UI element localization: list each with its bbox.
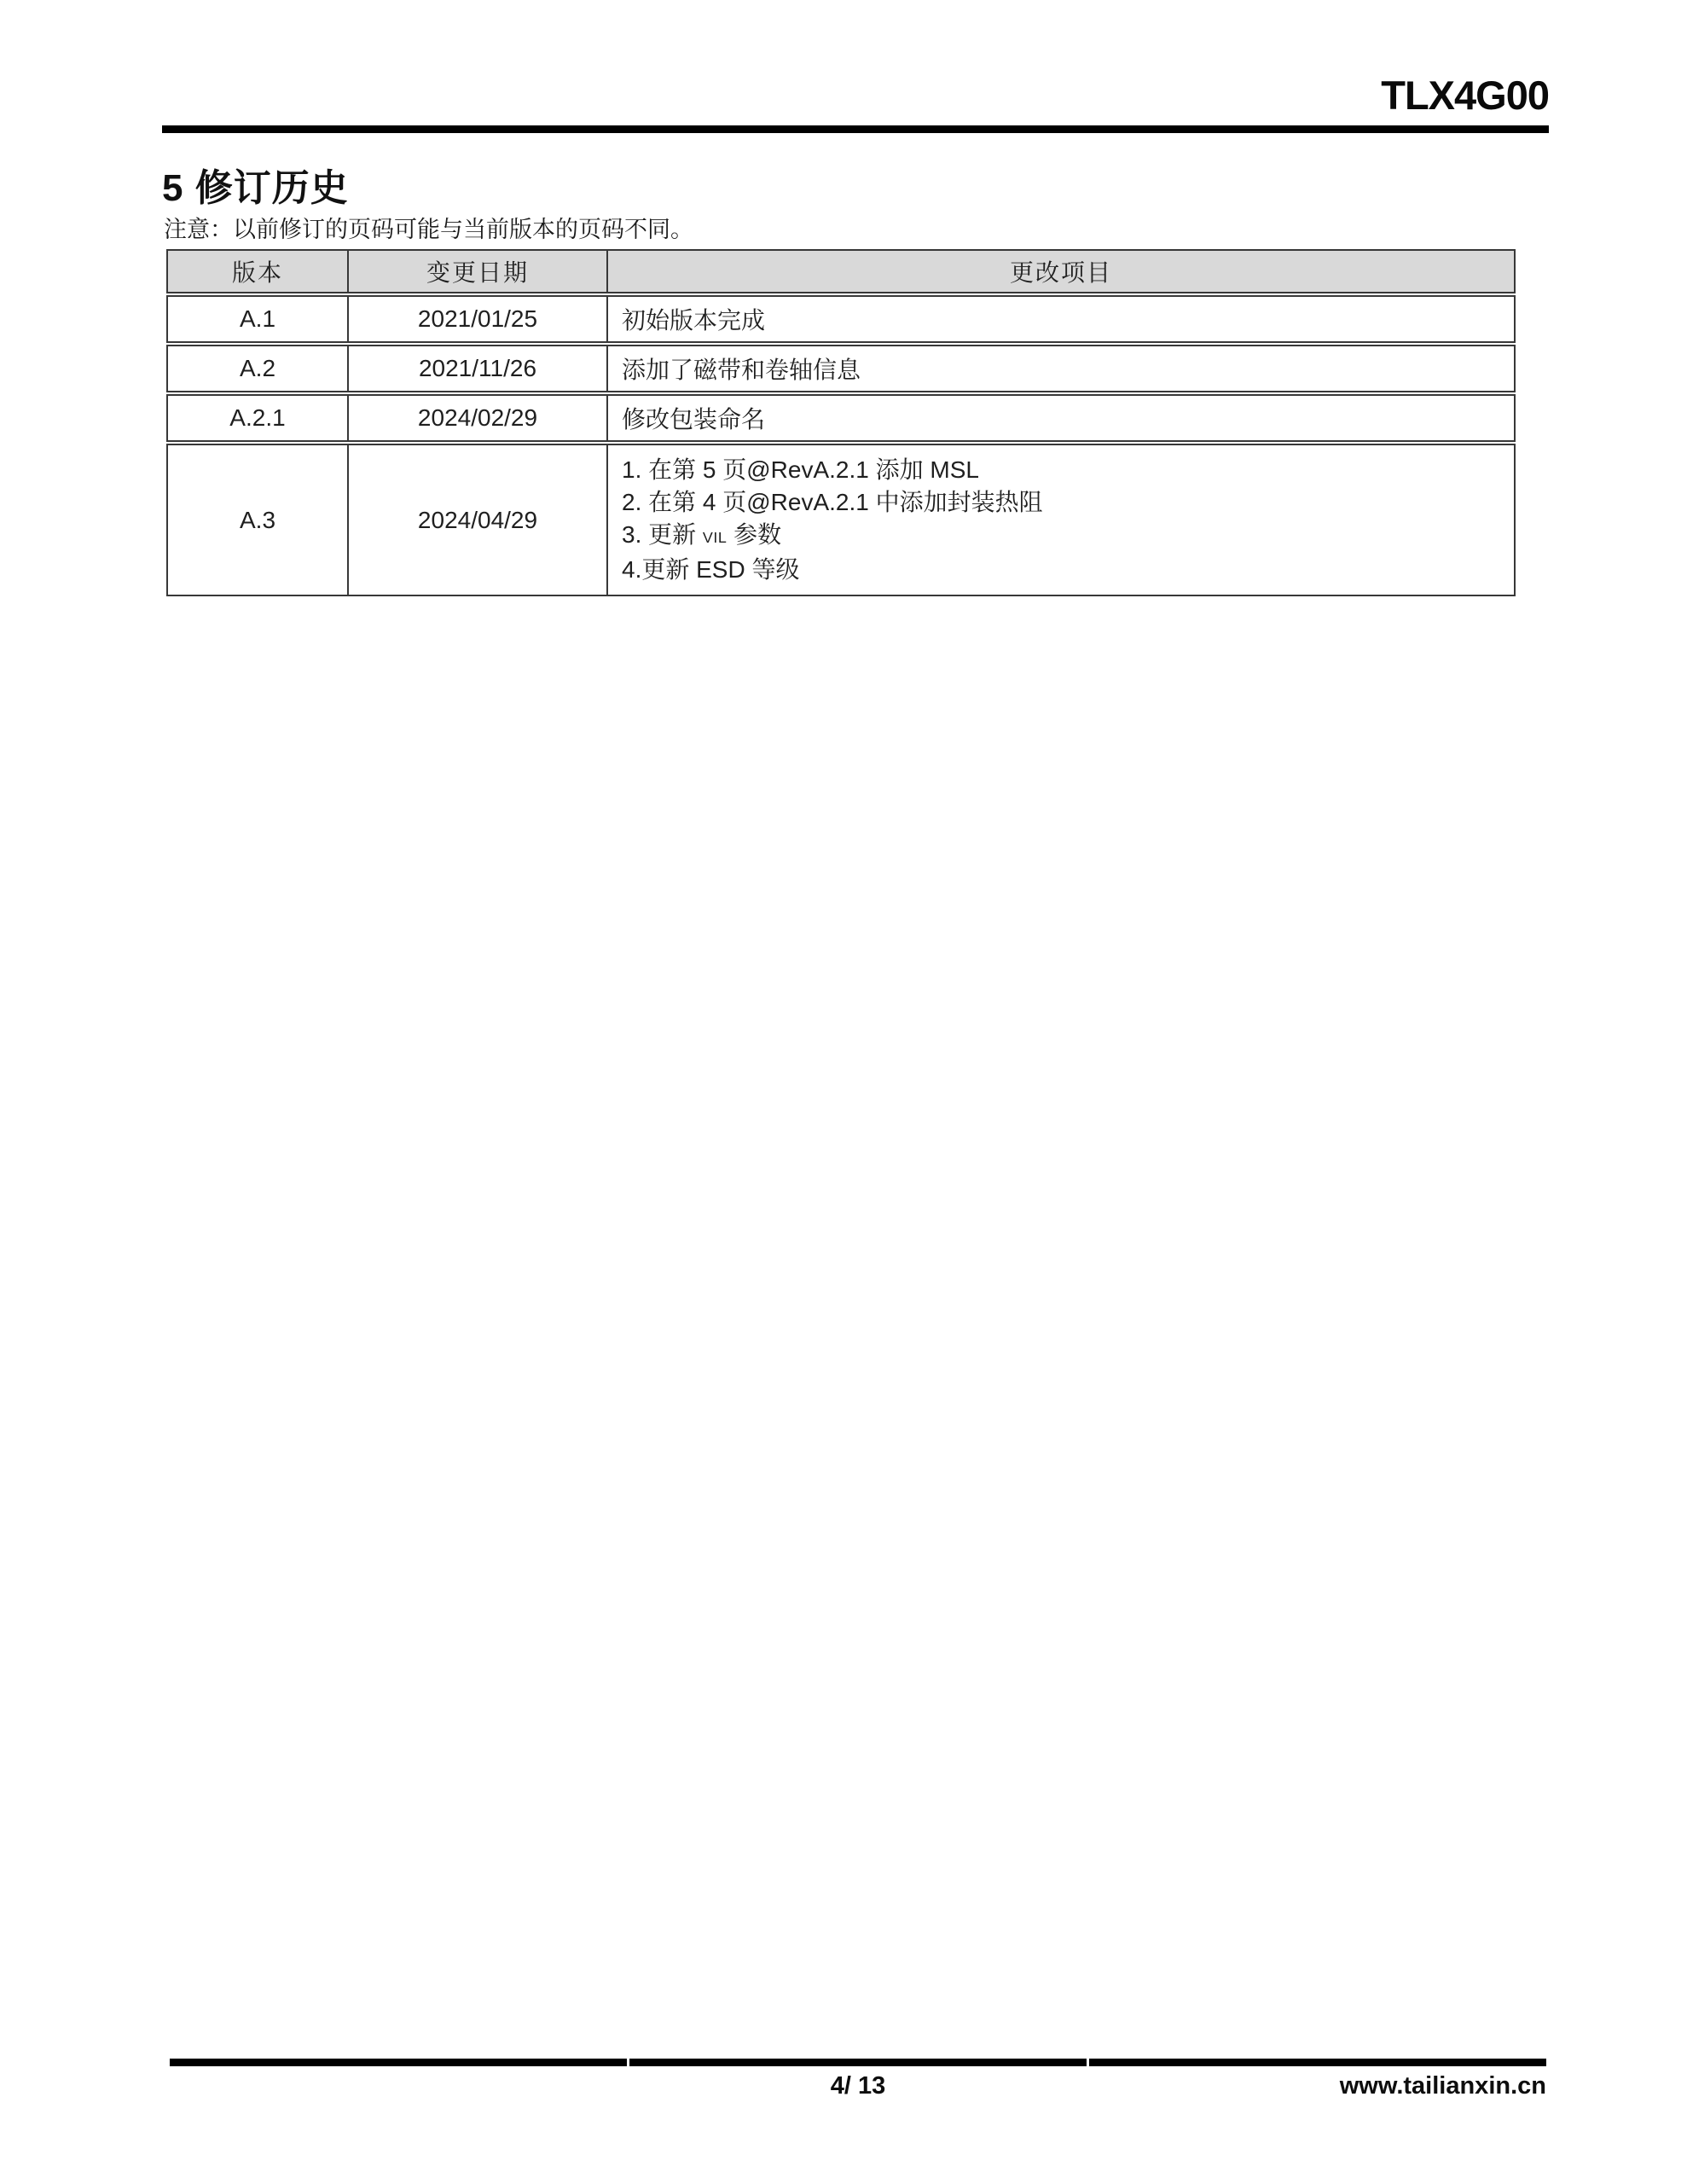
page-number: 4/ 13	[629, 2059, 1087, 2100]
change-line: 添加了磁带和卷轴信息	[622, 357, 861, 383]
change-line: 1. 在第 5 页@RevA.2.1 添加 MSL	[622, 456, 979, 483]
table-row	[166, 444, 1516, 596]
cell-version: A.2	[166, 345, 349, 392]
revision-history-table	[166, 247, 1516, 598]
cell-change-date: 2024/04/29	[349, 444, 608, 596]
header-rule	[162, 125, 1549, 133]
cell-change-items	[608, 444, 1516, 596]
column-header-date: 变更日期	[349, 249, 608, 293]
cell-change-items	[608, 394, 1516, 442]
change-line: 3. 更新 VIL 参数	[622, 521, 782, 548]
change-line: 4.更新 ESD 等级	[622, 556, 800, 583]
change-line: 2. 在第 4 页@RevA.2.1 中添加封装热阻	[622, 489, 1043, 515]
change-line: 修改包装命名	[622, 406, 766, 433]
table-row	[166, 394, 1516, 442]
cell-change-items	[608, 295, 1516, 343]
cell-change-date: 2021/11/26	[349, 345, 608, 392]
cell-version: A.3	[166, 444, 349, 596]
table-row	[166, 345, 1516, 392]
change-line: 初始版本完成	[622, 307, 766, 334]
document-part-number: TLX4G00	[1381, 73, 1549, 118]
cell-change-date: 2021/01/25	[349, 295, 608, 343]
page-footer	[170, 2059, 1546, 2100]
vil-smallcaps: VIL	[702, 529, 728, 546]
cell-change-date: 2024/02/29	[349, 394, 608, 442]
revision-table-body	[166, 295, 1516, 596]
footer-website: www.tailianxin.cn	[1089, 2059, 1546, 2100]
column-header-version: 版本	[166, 249, 349, 293]
table-row	[166, 295, 1516, 343]
cell-version: A.2.1	[166, 394, 349, 442]
cell-version: A.1	[166, 295, 349, 343]
revision-note: 注意：以前修订的页码可能与当前版本的页码不同。	[164, 217, 693, 242]
footer-left-segment	[170, 2059, 627, 2100]
section-title: 5 修订历史	[162, 167, 349, 209]
cell-change-items	[608, 345, 1516, 392]
column-header-changes: 更改项目	[608, 249, 1516, 293]
table-header-row	[166, 249, 1516, 293]
